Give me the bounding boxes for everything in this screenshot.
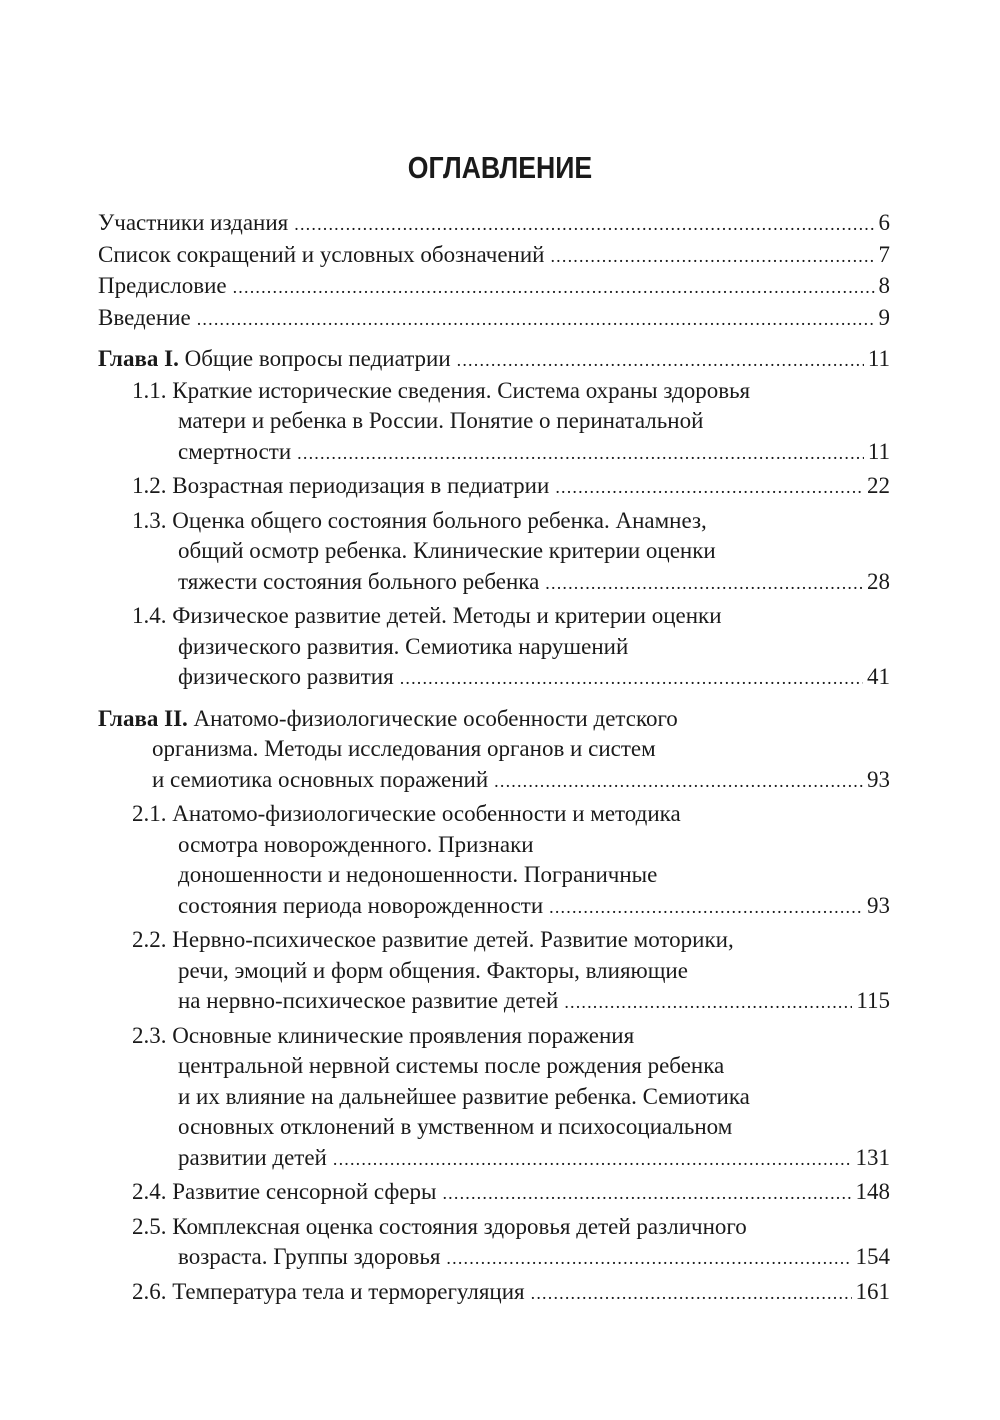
toc-section-1-1[interactable] xyxy=(132,376,890,469)
section-title-line: физического развития. Семиотика нарушений xyxy=(178,633,629,659)
section-title-line: 2.4. Развитие сенсорной сферы xyxy=(132,1179,437,1204)
toc-section-2-1[interactable] xyxy=(132,799,890,922)
section-title-line: 2.1. Анатомо-физиологические особенности и методика xyxy=(132,801,681,826)
page-number: 6 xyxy=(878,210,890,235)
toc-entry-title: Предисловие xyxy=(98,273,227,298)
table-of-contents xyxy=(98,208,890,1308)
leader-dots xyxy=(550,241,874,272)
page-number: 41 xyxy=(867,664,890,689)
chapter-title-line: организма. Методы исследования органов и систем xyxy=(152,736,656,761)
page-number: 93 xyxy=(867,892,890,918)
page-number: 22 xyxy=(867,473,890,498)
toc-entry-introduction[interactable] xyxy=(98,303,890,335)
section-title-line: осмотра новорожденного. Признаки xyxy=(178,831,534,857)
section-title-line: на нервно-психическое развитие детей xyxy=(178,988,559,1013)
chapter-label: Глава I. xyxy=(98,346,179,371)
page-number: 131 xyxy=(855,1144,890,1170)
section-title-line: физического развития xyxy=(178,664,394,689)
toc-entry-participants[interactable] xyxy=(98,208,890,240)
section-title-line: центральной нервной системы после рождения ребенка xyxy=(178,1053,725,1078)
section-title-line: 1.3. Оценка общего состояния больного ребенка. Анамнез, xyxy=(132,507,707,533)
leader-dots xyxy=(442,1178,851,1209)
section-title-line: 2.2. Нервно-психическое развитие детей. Развитие моторики, xyxy=(132,927,734,952)
section-title-line: состояния периода новорожденности xyxy=(178,892,544,918)
leader-dots xyxy=(294,209,874,240)
leader-dots xyxy=(197,304,875,335)
page-number: 8 xyxy=(878,273,890,298)
toc-entry-title: Список сокращений и условных обозначений xyxy=(98,241,545,267)
leader-dots xyxy=(446,1243,851,1274)
toc-section-2-3[interactable] xyxy=(132,1021,890,1175)
toc-entry-abbreviations[interactable] xyxy=(98,240,890,272)
section-title-line: основных отклонений в умственном и психосоциальном xyxy=(178,1114,733,1139)
toc-section-1-3[interactable] xyxy=(132,506,890,599)
page-title: ОГЛАВЛЕНИЕ xyxy=(407,150,593,185)
leader-dots xyxy=(297,438,864,469)
toc-chapter-2[interactable] xyxy=(98,704,890,797)
chapter-title-line: и семиотика основных поражений xyxy=(152,766,489,792)
toc-section-1-2[interactable] xyxy=(132,471,890,503)
section-title-line: 2.5. Комплексная оценка состояния здоровья детей различного xyxy=(132,1213,747,1239)
leader-dots xyxy=(555,472,863,503)
toc-section-2-5[interactable] xyxy=(132,1212,890,1274)
section-title-line: 1.2. Возрастная периодизация в педиатрии xyxy=(132,473,550,498)
toc-chapter-1[interactable] xyxy=(98,344,890,376)
section-title-line: 2.6. Температура тела и терморегуляция xyxy=(132,1278,525,1304)
toc-entry-title: Введение xyxy=(98,304,191,330)
page-number: 11 xyxy=(867,346,890,371)
section-title-line: общий осмотр ребенка. Клинические критерии оценки xyxy=(178,538,716,563)
toc-entry-title: Участники издания xyxy=(98,210,289,235)
page-number: 28 xyxy=(867,568,890,594)
chapter-title-line: Анатомо-физиологические особенности детского xyxy=(193,705,678,731)
page-number: 9 xyxy=(878,304,890,330)
page-number: 93 xyxy=(867,766,890,792)
section-title-line: возраста. Группы здоровья xyxy=(178,1244,441,1269)
section-title-line: тяжести состояния больного ребенка xyxy=(178,568,540,594)
section-title-line: речи, эмоций и форм общения. Факторы, влияющие xyxy=(178,957,688,983)
toc-section-2-6[interactable] xyxy=(132,1277,890,1309)
section-title-line: развитии детей xyxy=(178,1144,327,1170)
toc-section-2-4[interactable] xyxy=(132,1177,890,1209)
toc-section-2-2[interactable] xyxy=(132,925,890,1018)
page-number: 154 xyxy=(855,1244,890,1269)
section-title-line: 1.1. Краткие исторические сведения. Система охраны здоровья xyxy=(132,377,751,403)
leader-dots xyxy=(549,892,863,923)
chapter-label: Глава II. xyxy=(98,705,188,731)
leader-dots xyxy=(531,1278,852,1309)
leader-dots xyxy=(545,568,863,599)
chapter-title: Общие вопросы педиатрии xyxy=(184,346,451,371)
section-title-line: матери и ребенка в России. Понятие о перинатальной xyxy=(178,408,704,433)
leader-dots xyxy=(233,272,875,303)
section-title-line: 2.3. Основные клинические проявления поражения xyxy=(132,1022,635,1048)
page-number: 148 xyxy=(855,1179,890,1204)
section-title-line: и их влияние на дальнейшее развитие ребенка. Семиотика xyxy=(178,1083,750,1109)
leader-dots xyxy=(564,987,852,1018)
leader-dots xyxy=(400,663,863,694)
section-title-line: доношенности и недоношенности. Пограничные xyxy=(178,862,658,887)
section-title-line: 1.4. Физическое развитие детей. Методы и критерии оценки xyxy=(132,603,722,628)
leader-dots xyxy=(333,1144,852,1175)
leader-dots xyxy=(457,345,864,376)
page-number: 7 xyxy=(878,241,890,267)
page-number: 11 xyxy=(867,438,890,464)
toc-section-1-4[interactable] xyxy=(132,601,890,694)
toc-entry-preface[interactable] xyxy=(98,271,890,303)
page-number: 161 xyxy=(855,1278,890,1304)
page-number: 115 xyxy=(856,988,890,1013)
leader-dots xyxy=(494,766,863,797)
section-title-line: смертности xyxy=(178,438,292,464)
